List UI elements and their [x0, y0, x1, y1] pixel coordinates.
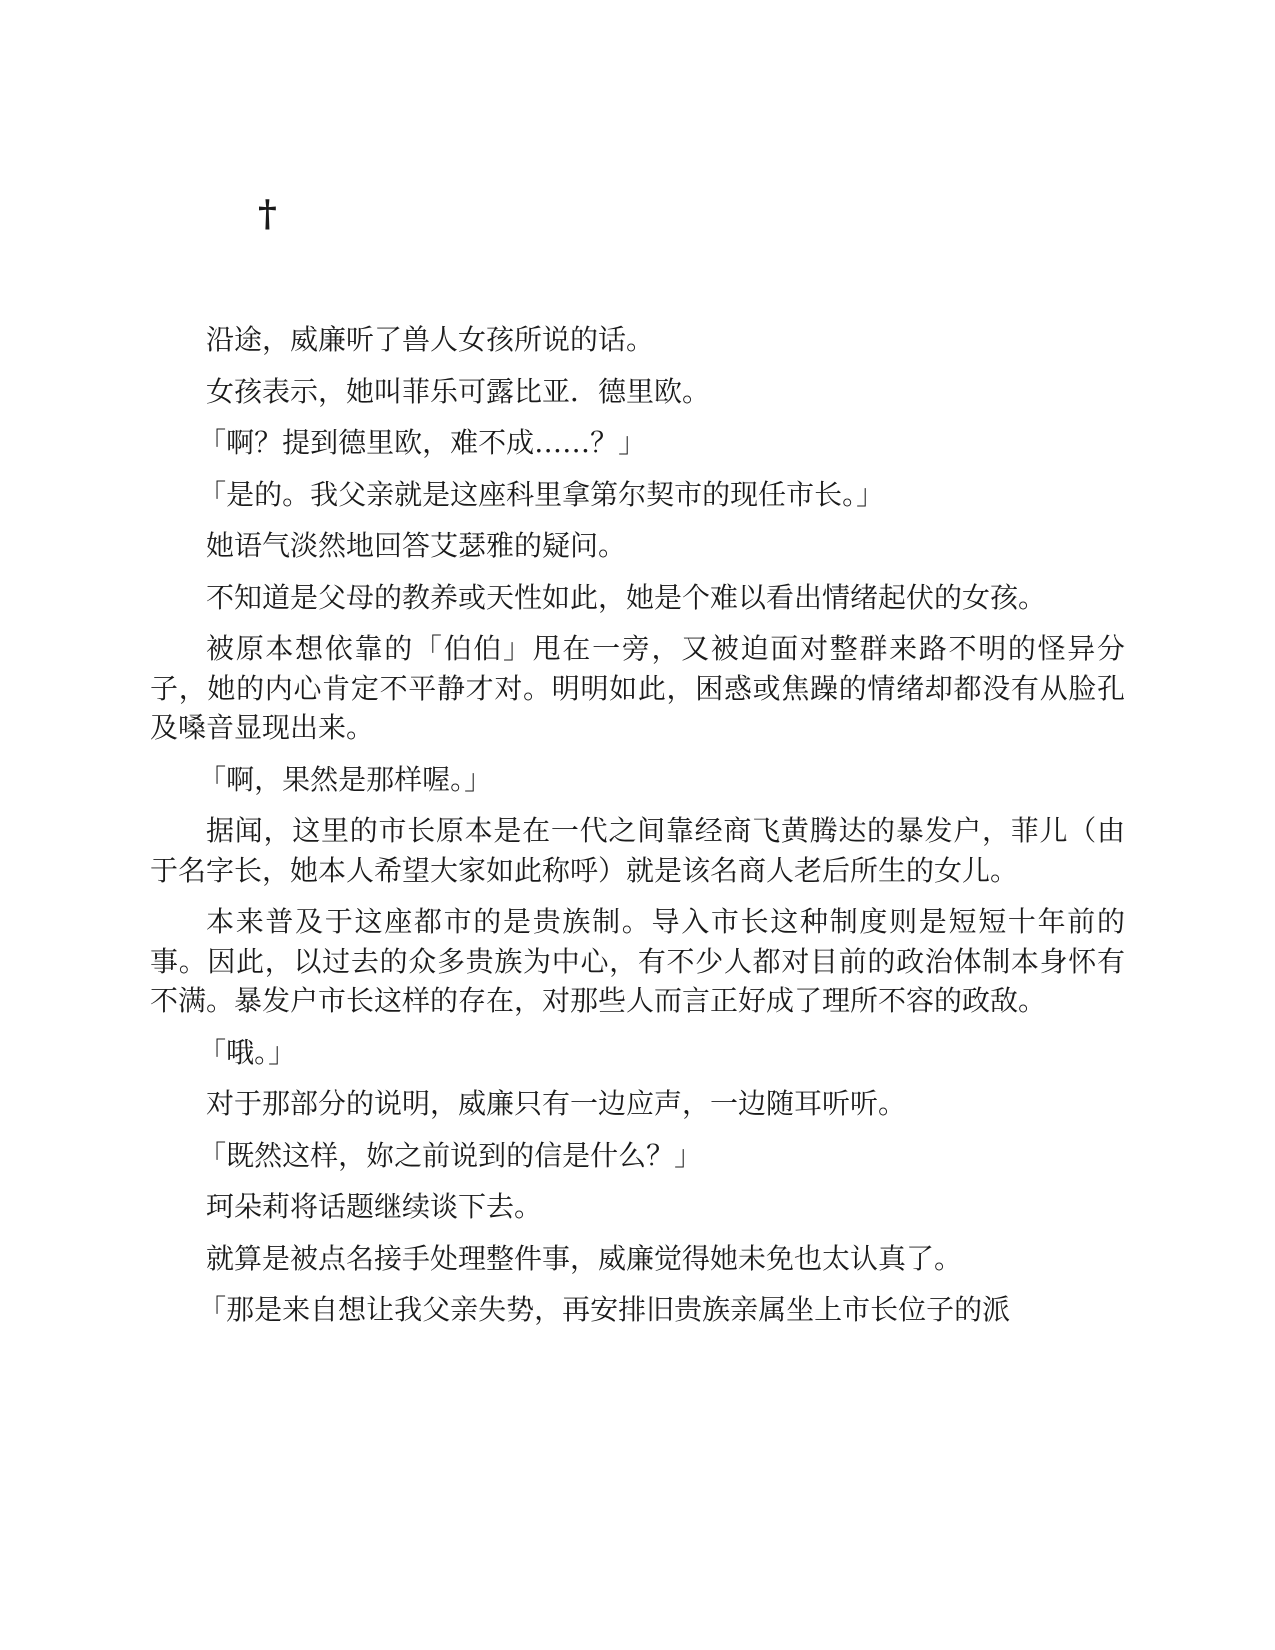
- paragraph: 「既然这样，妳之前说到的信是什么？」: [198, 1138, 703, 1172]
- body-text: [150, 320, 1125, 1342]
- paragraph: 「那是来自想让我父亲失势，再安排旧贵族亲属坐上市长位子的派: [198, 1293, 1011, 1326]
- paragraph: 据闻，这里的市长原本是在一代之间靠经商飞黄腾达的暴发户，菲儿（由于名字长，她本人希望大家如此称呼）就是该名商人老后所生的女儿。: [150, 814, 1125, 887]
- paragraph: 就算是被点名接手处理整件事，威廉觉得她未免也太认真了。: [206, 1241, 963, 1275]
- paragraph: 本来普及于这座都市的是贵族制。导入市长这种制度则是短短十年前的事。因此，以过去的众多贵族为中心，有不少人都对目前的政治体制本身怀有不满。暴发户市长这样的存在，对那些人而言正好成了理所不容的政敌。: [150, 905, 1125, 1017]
- paragraph: 对于那部分的说明，威廉只有一边应声，一边随耳听听。: [206, 1087, 907, 1120]
- section-dagger-mark: †: [258, 193, 277, 235]
- paragraph: 「哦。」: [198, 1035, 297, 1069]
- paragraph: 女孩表示，她叫菲乐可露比亚．德里欧。: [206, 374, 711, 408]
- paragraph: 珂朵莉将话题继续谈下去。: [206, 1190, 543, 1223]
- paragraph: 「啊，果然是那样喔。」: [198, 762, 493, 796]
- paragraph: 被原本想依靠的「伯伯」甩在一旁，又被迫面对整群来路不明的怪异分子，她的内心肯定不平静才对。明明如此，困惑或焦躁的情绪却都没有从脸孔及嗓音显现出来。: [150, 632, 1125, 744]
- paragraph: 「是的。我父亲就是这座科里拿第尔契市的现任市长。」: [198, 477, 885, 511]
- paragraph: 她语气淡然地回答艾瑟雅的疑问。: [206, 529, 627, 562]
- paragraph: 不知道是父母的教养或天性如此，她是个难以看出情绪起伏的女孩。: [206, 580, 1047, 614]
- paragraph: 「啊？提到德里欧，难不成……？」: [198, 426, 647, 459]
- paragraph: 沿途，威廉听了兽人女孩所说的话。: [206, 323, 655, 356]
